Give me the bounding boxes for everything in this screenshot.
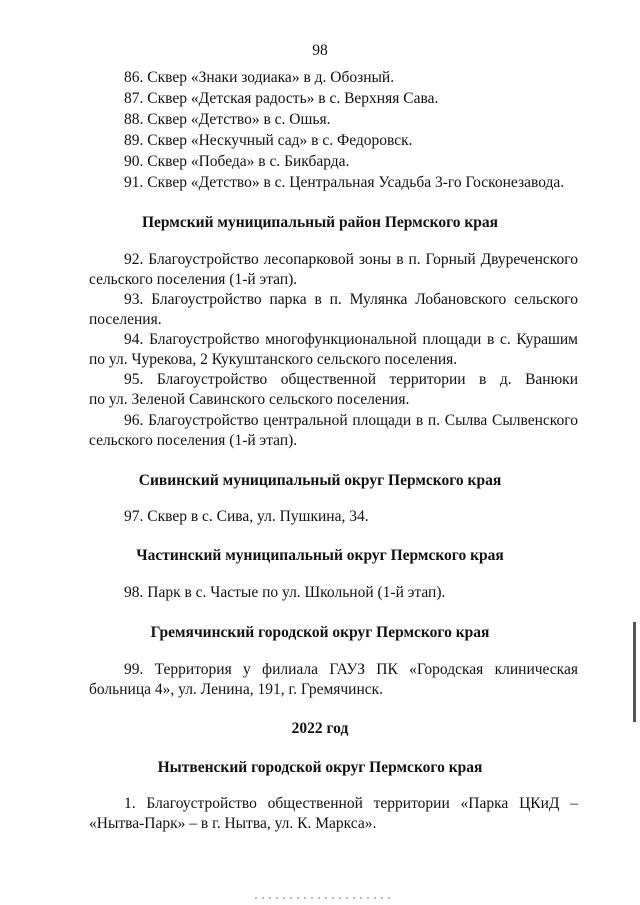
list-item-first-line: 94. Благоустройство многофункциональной площади в с. Курашим bbox=[124, 331, 578, 348]
scan-edge-mark bbox=[633, 622, 636, 722]
list-item-continuation: по ул. Зеленой Савинского сельского поселения. bbox=[89, 391, 410, 408]
page-number: 98 bbox=[312, 42, 328, 59]
list-item: 87. Сквер «Детская радость» в с. Верхняя Сава. bbox=[124, 90, 439, 107]
section-heading-perm: Пермский муниципальный район Пермского края bbox=[141, 214, 499, 231]
section-heading-chastye: Частинский муниципальный округ Пермского края bbox=[136, 547, 504, 564]
list-item: 91. Сквер «Детство» в с. Центральная Усадьба 3-го Госконезавода. bbox=[124, 174, 565, 191]
list-item: 90. Сквер «Победа» в с. Бикбарда. bbox=[124, 153, 350, 170]
list-item-first-line: 96. Благоустройство центральной площади в п. Сылва Сылвенского bbox=[124, 412, 578, 429]
list-item-first-line: 99. Территория у филиала ГАУЗ ПК «Городская клиническая bbox=[124, 661, 578, 678]
list-item: 89. Сквер «Нескучный сад» в с. Федоровск. bbox=[124, 132, 413, 149]
list-item-first-line: 92. Благоустройство лесопарковой зоны в п. Горный Двуреченского bbox=[124, 251, 578, 268]
scan-artifact bbox=[255, 897, 395, 899]
list-item-first-line: 95. Благоустройство общественной территории в д. Ванюки bbox=[124, 371, 578, 388]
list-item: 86. Сквер «Знаки зодиака» в д. Обозный. bbox=[124, 69, 395, 86]
section-heading-siva: Сивинский муниципальный округ Пермского края bbox=[138, 472, 502, 489]
list-item-continuation: «Нытва-Парк» – в г. Нытва, ул. К. Маркса». bbox=[89, 815, 377, 832]
list-item-continuation: по ул. Чурекова, 2 Кукуштанского сельского поселения. bbox=[89, 351, 458, 368]
list-item: 97. Сквер в с. Сива, ул. Пушкина, 34. bbox=[124, 508, 369, 525]
section-heading-nytva: Нытвенский городской округ Пермского края bbox=[157, 759, 483, 776]
list-item: 88. Сквер «Детство» в с. Ошья. bbox=[124, 111, 331, 128]
list-item-first-line: 93. Благоустройство парка в п. Мулянка Лобановского сельского bbox=[124, 291, 578, 308]
list-item-continuation: больница 4», ул. Ленина, 191, г. Гремячинск. bbox=[89, 681, 384, 698]
list-item: 98. Парк в с. Частые по ул. Школьной (1-й этап). bbox=[124, 584, 446, 601]
section-heading-gremyachinsk: Гремячинский городской округ Пермского края bbox=[150, 624, 490, 641]
list-item-first-line: 1. Благоустройство общественной территории «Парка ЦКиД – bbox=[124, 795, 578, 812]
year-heading: 2022 год bbox=[291, 720, 349, 737]
list-item-continuation: поселения. bbox=[89, 311, 162, 328]
list-item-continuation: сельского поселения (1-й этап). bbox=[89, 271, 298, 288]
list-item-continuation: сельского поселения (1-й этап). bbox=[89, 432, 298, 449]
